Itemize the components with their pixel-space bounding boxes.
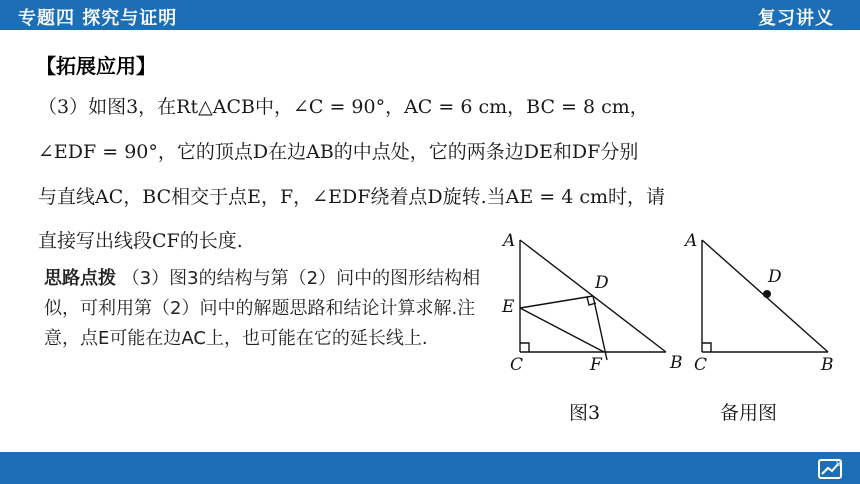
label-b: B [821,355,834,375]
caption-backup-figure: 备用图 [720,402,778,424]
figure-backup [680,228,860,378]
label-c: C [510,355,524,375]
caption-figure-3: 图3 [569,402,601,424]
segment-ef [520,308,604,352]
problem-line-3: 与直线AC，BC相交于点E，F，∠EDF绕着点D旋转.当AE = 4 cm时，请 [38,186,666,208]
segment-ed [520,296,593,308]
hint-text: （3）图3的结构与第（2）问中的图形结构相似，可利用第（2）问中的解题思路和结论计算求解.注意，点E可能在边AC上，也可能在它的延长线上. [44,268,481,349]
header-right-label: 复习讲义 [758,8,834,29]
label-d: D [595,273,609,293]
problem-line-1: （3）如图3，在Rt△ACB中，∠C = 90°，AC = 6 cm，BC = 8 cm， [38,96,649,118]
hint-block [44,264,486,354]
page-badge-icon [816,454,846,482]
label-d: D [768,267,782,287]
problem-line-4: 直接写出线段CF的长度. [38,230,243,252]
section-heading: 【拓展应用】 [36,54,156,78]
midpoint-d-dot [763,290,771,298]
right-angle-c [702,343,711,352]
page-number: 9 [836,459,842,468]
label-a: A [685,231,698,251]
label-e: E [502,297,515,317]
figure-3 [492,228,692,378]
problem-line-2: ∠EDF = 90°，它的顶点D在边AB的中点处，它的两条边DE和DF分别 [38,141,639,163]
label-f: F [590,355,602,375]
header-bar [0,0,860,30]
label-a: A [503,231,516,251]
label-c: C [694,355,708,375]
header-title: 专题四 探究与证明 [18,8,178,29]
footer-bar [0,452,860,484]
label-b: B [670,353,683,373]
hint-label: 思路点拨 [44,268,116,289]
right-angle-c [520,343,529,352]
